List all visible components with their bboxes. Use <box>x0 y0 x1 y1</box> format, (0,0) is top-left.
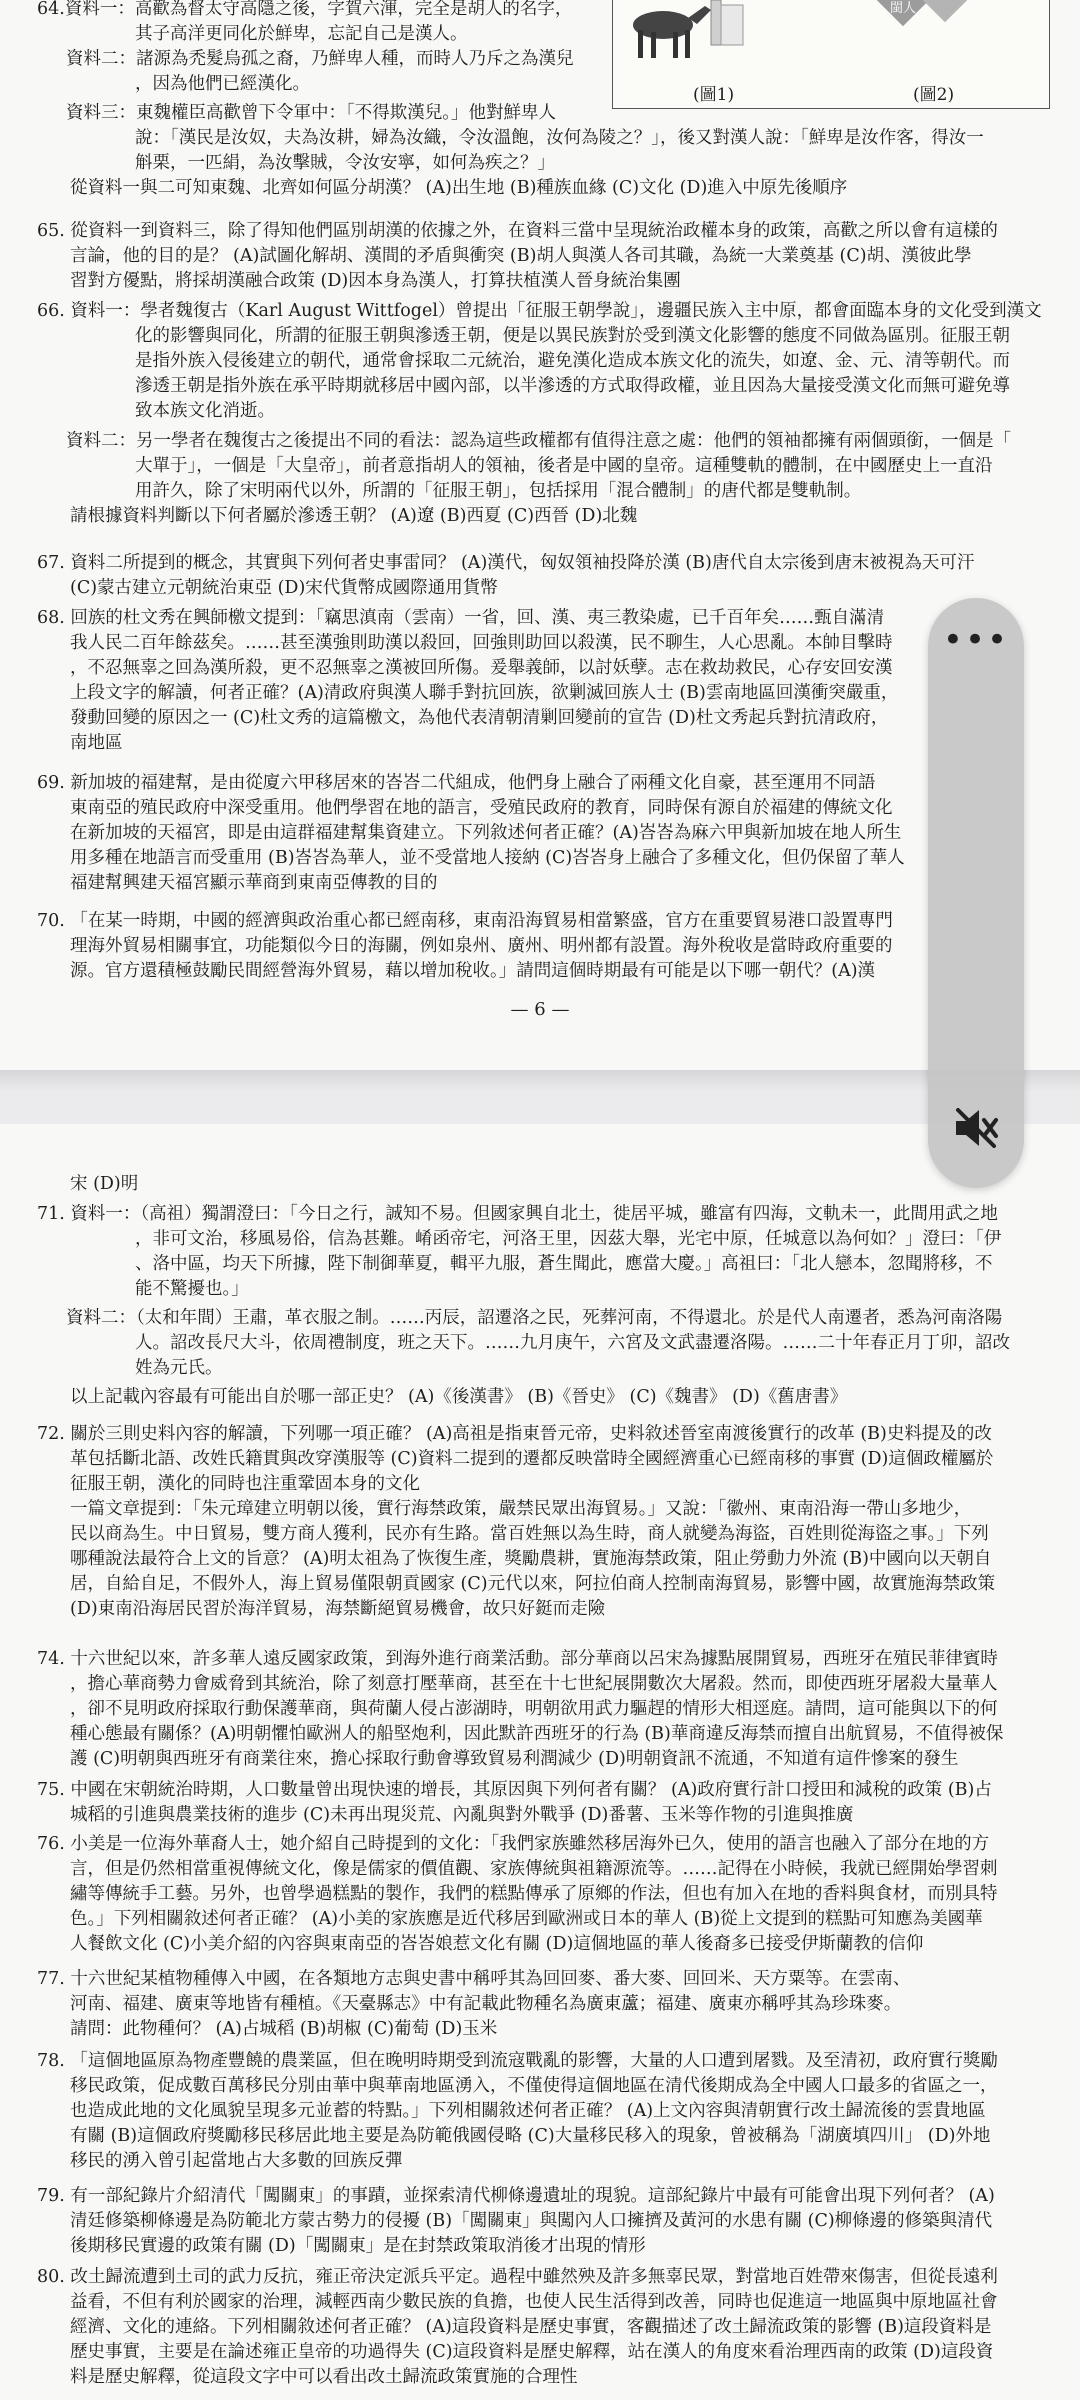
question-text: 請問：此物種何？ (A)占城稻 (B)胡椒 (C)葡萄 (D)玉米 <box>70 2019 498 2039</box>
question-text: 用多種在地語言而受重用 (B)峇峇為華人，並不受當地人接納 (C)峇峇身上融合了多種文化，但仍保留了華人 <box>70 848 905 868</box>
question-text: 關於三則史料內容的解讀，下列哪一項正確？ (A)高祖是指東晉元帝，史料敘述晉室南渡後實行的改革 (B)史料提及的改 <box>70 1424 992 1444</box>
question-67 <box>37 551 1067 601</box>
question-number: 79. <box>37 2186 65 2206</box>
question-text: 十六世紀以來，許多華人遠反國家政策，到海外進行商業活動。部分華商以呂宋為據點展開貿易，西班牙在殖民菲律賓時 <box>70 1649 998 1669</box>
page-separator <box>0 1070 1080 1124</box>
question-text: 小美是一位海外華裔人士，她介紹自己時提到的文化：「我們家族雖然移居海外已久，使用的語言也融入了部分在地的方 <box>70 1834 990 1854</box>
question-text: 滲透王朝是指外族在承平時期就移居中國內部，以半滲透的方式取得政權，並且因為大量接受漢文化而無可避免導 <box>135 376 1010 396</box>
question-text: ，擔心華商勢力會威脅到其統治，除了刻意打壓華商，甚至在十七世紀展開數次大屠殺。然而，即使西班牙屠殺大量華人 <box>70 1674 998 1694</box>
question-number: 70. <box>37 911 65 931</box>
question-text: 後期移民實邊的政策有關 (D)「闖關東」是在封禁政策取消後才出現的情形 <box>70 2236 646 2256</box>
figure-caption-2: (圖2) <box>913 85 955 105</box>
question-70 <box>37 909 1067 984</box>
page-number: — 6 — <box>510 999 570 1020</box>
question-number: 77. <box>37 1969 65 1989</box>
question-text: 繡等傳統手工藝。另外，也曾學過糕點的製作，我們的糕點傳承了原鄉的作法，但也有加入在地的香料與食材，而別具特 <box>70 1884 998 1904</box>
question-text: 資料一：學者魏復古（Karl August Wittfogel）曾提出「征服王朝學說」，邊疆民族入主中原，都會面臨本身的文化受到漢文 <box>70 301 1042 321</box>
question-text: 移民的湧入曾引起當地占大多數的回族反彈 <box>70 2151 403 2171</box>
question-text: 民以商為生。中日貿易，雙方商人獲利，民亦有生路。當百姓無以為生時，商人就變為海盜，百姓則從海盜之事。」下列 <box>70 1524 989 1544</box>
question-text: 益看，不但有利於國家的治理，減輕西南少數民族的負擔，也使人民生活得到改善，同時也促進這一地區與中原地區社會 <box>70 2292 998 2312</box>
question-text: ，非可文治，移風易俗，信為甚難。崤函帝宅，河洛王里，因茲大舉，光宅中原，任城意以為何如？」澄曰：「伊 <box>135 1229 1002 1249</box>
question-text: 也造成此地的文化風貌呈現多元並蓄的特點。」下列相關敘述何者正確？ (A)上文內容與清朝實行改土歸流後的雲貴地區 <box>70 2101 986 2121</box>
question-text: 回族的杜文秀在興師檄文提到：「竊思滇南（雲南）一省，回、漢、夷三教染處，已千百年矣……甄自滿清 <box>70 608 885 628</box>
question-text: (C)蒙古建立元朝統治東亞 (D)宋代貨幣成國際通用貨幣 <box>70 578 498 598</box>
question-text: 清廷修築柳條邊是為防範北方蒙古勢力的侵擾 (B)「闖關東」與闖內人口擁擠及黃河的水患有關 (C)柳條邊的修築與清代 <box>70 2211 993 2231</box>
question-64 <box>37 0 1057 201</box>
question-text: 「這個地區原為物產豐饒的農業區，但在晚明時期受到流寇戰亂的影響，大量的人口遭到屠戮。及至清初，政府實行獎勵 <box>70 2051 998 2071</box>
exam-page-6 <box>0 0 1080 1070</box>
question-68 <box>37 606 1067 756</box>
question-78 <box>37 2049 1067 2174</box>
question-text: 資料一：（高祖）獨謂澄曰：「今日之行，誠知不易。但國家興自北土，徙居平城，雖富有四海，文軌未一，此間用武之地 <box>70 1204 998 1224</box>
question-text: 姓為元氏。 <box>135 1358 223 1378</box>
question-79 <box>37 2184 1067 2259</box>
question-text: 大單于」，一個是「大皇帝」，前者意指胡人的領袖，後者是中國的皇帝。這種雙軌的體制，在中國歷史上一直沿 <box>135 456 993 476</box>
question-number: 72. <box>37 1424 65 1444</box>
question-text: 源。官方還積極鼓勵民間經營海外貿易，藉以增加稅收。」請問這個時期最有可能是以下哪一朝代？(A)漢 <box>70 961 876 981</box>
question-text: 一篇文章提到：「朱元璋建立明朝以後，實行海禁政策，嚴禁民眾出海貿易。」又說：「徽州、東南沿海一帶山多地少， <box>70 1499 972 1519</box>
question-text: 移民政策，促成數百萬移民分別由華中與華南地區湧入，不僅使得這個地區在清代後期成為全中國人口最多的省區之一， <box>70 2076 998 2096</box>
question-text: 言，但是仍然相當重視傳統文化，像是儒家的價值觀、家族傳統與祖籍源流等。……記得在小時候，我就已經開始學習刺 <box>70 1859 998 1879</box>
more-options-icon[interactable]: ••• <box>942 620 1010 660</box>
question-text: 習對方優點，將採胡漢融合政策 (D)因本身為漢人，打算扶植漢人晉身統治集團 <box>70 271 681 291</box>
question-text: 哪種說法最符合上文的旨意？ (A)明太祖為了恢復生產，獎勵農耕，實施海禁政策，阻止勞動力外流 (B)中國向以天朝自 <box>70 1549 992 1569</box>
question-text: 十六世紀某植物種傳入中國，在各類地方志與史書中稱呼其為回回麥、番大麥、回回米、天方粟等。在雲南、 <box>70 1969 911 1989</box>
question-text: 色。」下列相關敘述何者正確？ (A)小美的家族應是近代移居到歐洲或日本的華人 (B)從上文提到的糕點可知應為美國華 <box>70 1909 983 1929</box>
question-text: 改土歸流遭到土司的武力反抗，雍正帝決定派兵平定。過程中雖然殃及許多無辜民眾，對當地百姓帶來傷害，但從長遠利 <box>70 2267 998 2287</box>
question-number: 75. <box>37 1780 65 1800</box>
question-text: 料是歷史解釋，從這段文字中可以看出改土歸流政策實施的合理性 <box>70 2367 578 2387</box>
question-74 <box>37 1647 1067 1772</box>
question-text: 斛栗，一匹絹，為汝擊賊，令汝安寧，如何為疾之？」 <box>135 153 555 173</box>
question-text: 有關 (B)這個政府獎勵移民移居此地主要是為防範俄國侵略 (C)大量移民移入的現象，曾被稱為「湖廣填四川」 (D)外地 <box>70 2126 991 2146</box>
question-text: 請根據資料判斷以下何者屬於滲透王朝？ (A)遼 (B)西夏 (C)西晉 (D)北魏 <box>70 506 638 526</box>
question-text: 居，自給自足，不假外人，海上貿易僅限朝貢國家 (C)元代以來，阿拉伯商人控制南海貿易，影響中國，故實施海禁政策 <box>70 1574 996 1594</box>
question-text: 從資料一與二可知東魏、北齊如何區分胡漢？ (A)出生地 (B)種族血緣 (C)文化 (D)進入中原先後順序 <box>70 178 848 198</box>
question-number: 76. <box>37 1834 65 1854</box>
question-number: 66. <box>37 301 65 321</box>
question-text: 資料二所提到的概念，其實與下列何者史事雷同？ (A)漢代，匈奴領袖投降於漢 (B)唐代自太宗後到唐末被視為天可汗 <box>70 553 975 573</box>
figure-caption-1: (圖1) <box>693 85 735 105</box>
question-text: ，因為他們已經漢化。 <box>135 74 310 94</box>
question-text: 革包括斷北語、改姓氏籍貫與改穿漢服等 (C)資料二提到的遷都反映當時全國經濟重心已經南移的事實 (D)這個政權屬於 <box>70 1449 994 1469</box>
question-text: 經濟、文化的連絡。下列相關敘述何者正確？ (A)這段資料是歷史事實，客觀描述了改土歸流政策的影響 (B)這段資料是 <box>70 2317 992 2337</box>
question-text: 能不驚擾也。」 <box>135 1279 249 1299</box>
question-text: 資料一：高歡為督太守高隱之後，字賀六渾，完全是胡人的名字， <box>64 0 573 19</box>
question-text: 資料二：另一學者在魏復古之後提出不同的看法：認為這些政權都有值得注意之處：他們的領袖都擁有兩個頭銜，一個是「 <box>66 431 1011 451</box>
question-71 <box>37 1202 1067 1410</box>
question-text: ，不忍無辜之回為漢所殺，更不忍無辜之漢被回所傷。爰舉義師，以討妖孽。志在救劫救民，心存安回安漢 <box>70 658 893 678</box>
question-65 <box>37 219 1067 294</box>
question-text: 南地區 <box>70 733 123 753</box>
question-66 <box>37 299 1067 529</box>
question-text: 征服王朝，漢化的同時也注重鞏固本身的文化 <box>70 1474 420 1494</box>
stamp-text: 閩人 <box>889 1 917 16</box>
question-text: 、洛中區，均天下所據，陛下制御華夏，輯平九服，蒼生聞此，應當大慶。」高祖曰：「北人戀本，忽聞將移，不 <box>135 1254 993 1274</box>
question-text: 我人民二百年餘茲矣。……甚至漢強則助漢以殺回，回強則助回以殺漢，民不聊生，人心思亂。本帥目擊時 <box>70 633 893 653</box>
question-text: 上段文字的解讀，何者正確？(A)清政府與漢人聯手對抗回族，欲剿滅回族人士 (B)雲南地區回漢衝突嚴重， <box>70 683 899 703</box>
question-text: 在新加坡的天福宮，即是由這群福建幫集資建立。下列敘述何者正確？(A)峇峇為麻六甲與新加坡在地人所生 <box>70 823 902 843</box>
question-text: 宋 (D)明 <box>70 1174 139 1194</box>
question-text: 說：「漢民是汝奴，夫為汝耕，婦為汝織，令汝溫飽，汝何為陵之？」，後又對漢人說：「鮮卑是汝作客，得汝一 <box>135 128 984 148</box>
question-number: 65. <box>37 221 65 241</box>
question-text: 用許久，除了宋明兩代以外，所謂的「征服王朝」，包括採用「混合體制」的唐代都是雙軌制。 <box>135 481 862 501</box>
question-number: 64. <box>37 0 65 19</box>
question-number: 74. <box>37 1649 65 1669</box>
question-text: 化的影響與同化，所謂的征服王朝與滲透王朝，便是以異民族對於受到漢文化影響的態度不同做為區別。征服王朝 <box>135 326 1010 346</box>
question-text: 福建幫興建天福宮顯示華商到東南亞傳教的目的 <box>70 873 438 893</box>
question-text: ，卻不見明政府採取行動保護華商，與荷蘭人侵占澎湖時，明朝欲用武力驅趕的情形大相逕庭。請問，這可能與以下的何 <box>70 1699 998 1719</box>
question-number: 80. <box>37 2267 65 2287</box>
question-text: 人餐飲文化 (C)小美介紹的內容與東南亞的峇峇娘惹文化有關 (D)這個地區的華人後裔多已接受伊斯蘭教的信仰 <box>70 1934 924 1954</box>
floating-toolbar <box>928 598 1024 1188</box>
question-76 <box>37 1832 1067 1957</box>
question-text: 是指外族入侵後建立的朝代，通常會採取二元統治，避免漢化造成本族文化的流失，如遼、金、元、清等朝代。而 <box>135 351 1010 371</box>
question-number: 69. <box>37 773 65 793</box>
question-text: 護 (C)明朝與西班牙有商業往來，擔心採取行動會導致貿易利潤減少 (D)明朝資訊不流通，不知道有這件慘案的發生 <box>70 1749 959 1769</box>
question-69 <box>37 771 1067 896</box>
question-text: 歷史事實，主要是在論述雍正皇帝的功過得失 (C)這段資料是歷史解釋，站在漢人的角度來看治理西南的政策 (D)這段資 <box>70 2342 994 2362</box>
question-text: 致本族文化消逝。 <box>135 401 275 421</box>
question-text: 從資料一到資料三，除了得知他們區別胡漢的依據之外，在資料三當中呈現統治政權本身的政策，高歡之所以會有這樣的 <box>70 221 998 241</box>
question-text: 言論，他的目的是？ (A)試圖化解胡、漢間的矛盾與衝突 (B)胡人與漢人各司其職，為統一大業奠基 (C)胡、漢彼此學 <box>70 246 972 266</box>
question-text: 資料三：東魏權臣高歡曾下令軍中：「不得欺漢兒。」他對鮮卑人 <box>66 103 556 123</box>
question-text: 河南、福建、廣東等地皆有種植。《天臺縣志》中有記載此物種名為廣東蘆；福建、廣東亦稱呼其為珍珠麥。 <box>70 1994 902 2014</box>
question-number: 71. <box>37 1204 65 1224</box>
question-text: 資料二：（太和年間）王肅，革衣服之制。……丙辰，詔遷洛之民，死葬河南，不得還北。於是代人南遷者，悉為河南洛陽 <box>66 1308 1003 1328</box>
question-text: 東南亞的殖民政府中深受重用。他們學習在地的語言，受殖民政府的教育，同時保有源自於福建的傳統文化 <box>70 798 893 818</box>
question-text: 發動回變的原因之一 (C)杜文秀的這篇檄文，為他代表清朝清剿回變前的宣告 (D)杜文秀起兵對抗清政府， <box>70 708 889 728</box>
question-80 <box>37 2265 1067 2390</box>
question-77 <box>37 1967 1067 2042</box>
question-number: 67. <box>37 553 65 573</box>
exam-page-7 <box>0 1124 1080 2400</box>
question-text: 中國在宋朝統治時期，人口數量曾出現快速的增長，其原因與下列何者有關？ (A)政府實行計口授田和減稅的政策 (B)占 <box>70 1780 992 1800</box>
question-text: 以上記載內容最有可能出自於哪一部正史？ (A)《後漢書》 (B)《晉史》 (C)《魏書》 (D)《舊唐書》 <box>70 1387 848 1407</box>
question-text: 新加坡的福建幫，是由從廈六甲移居來的峇峇二代組成，他們身上融合了兩種文化自豪，甚至運用不同語 <box>70 773 876 793</box>
question-72 <box>37 1422 1067 1622</box>
mute-icon[interactable] <box>946 1098 1006 1158</box>
question-number: 78. <box>37 2051 65 2071</box>
question-text: 種心態最有關係？(A)明朝懼怕歐洲人的船堅炮利，因此默許西班牙的行為 (B)華商違反海禁而擅自出航貿易，不值得被保 <box>70 1724 1004 1744</box>
question-text: 資料二：諸源為禿髮烏孤之裔，乃鮮卑人種，而時人乃斥之為漢兒 <box>66 49 574 69</box>
question-text: 城稻的引進與農業技術的進步 (C)未再出現災荒、內亂與對外戰爭 (D)番薯、玉米等作物的引進與推廣 <box>70 1805 854 1825</box>
question-text: 有一部紀錄片介紹清代「闖關東」的事蹟，並探索清代柳條邊遺址的現貌。這部紀錄片中最有可能會出現下列何者？ (A) <box>70 2186 995 2206</box>
question-text: 「在某一時期，中國的經濟與政治重心都已經南移，東南沿海貿易相當繁盛，官方在重要貿易港口設置專門 <box>70 911 893 931</box>
question-70-continued <box>70 1172 970 1197</box>
question-number: 68. <box>37 608 65 628</box>
question-75 <box>37 1778 1067 1828</box>
question-text: 理海外貿易相關事宜，功能類似今日的海關，例如泉州、廣州、明州都有設置。海外稅收是當時政府重要的 <box>70 936 893 956</box>
question-text: 人。詔改長尺大斗，依周禮制度，班之天下。……九月庚午，六宮及文武盡遷洛陽。……二十年春正月丁卯，詔改 <box>135 1333 1010 1353</box>
question-text: (D)東南沿海居民習於海洋貿易，海禁斷絕貿易機會，故只好鋌而走險 <box>70 1599 606 1619</box>
question-text: 其子高洋更同化於鮮卑，忘記自己是漢人。 <box>135 24 468 44</box>
